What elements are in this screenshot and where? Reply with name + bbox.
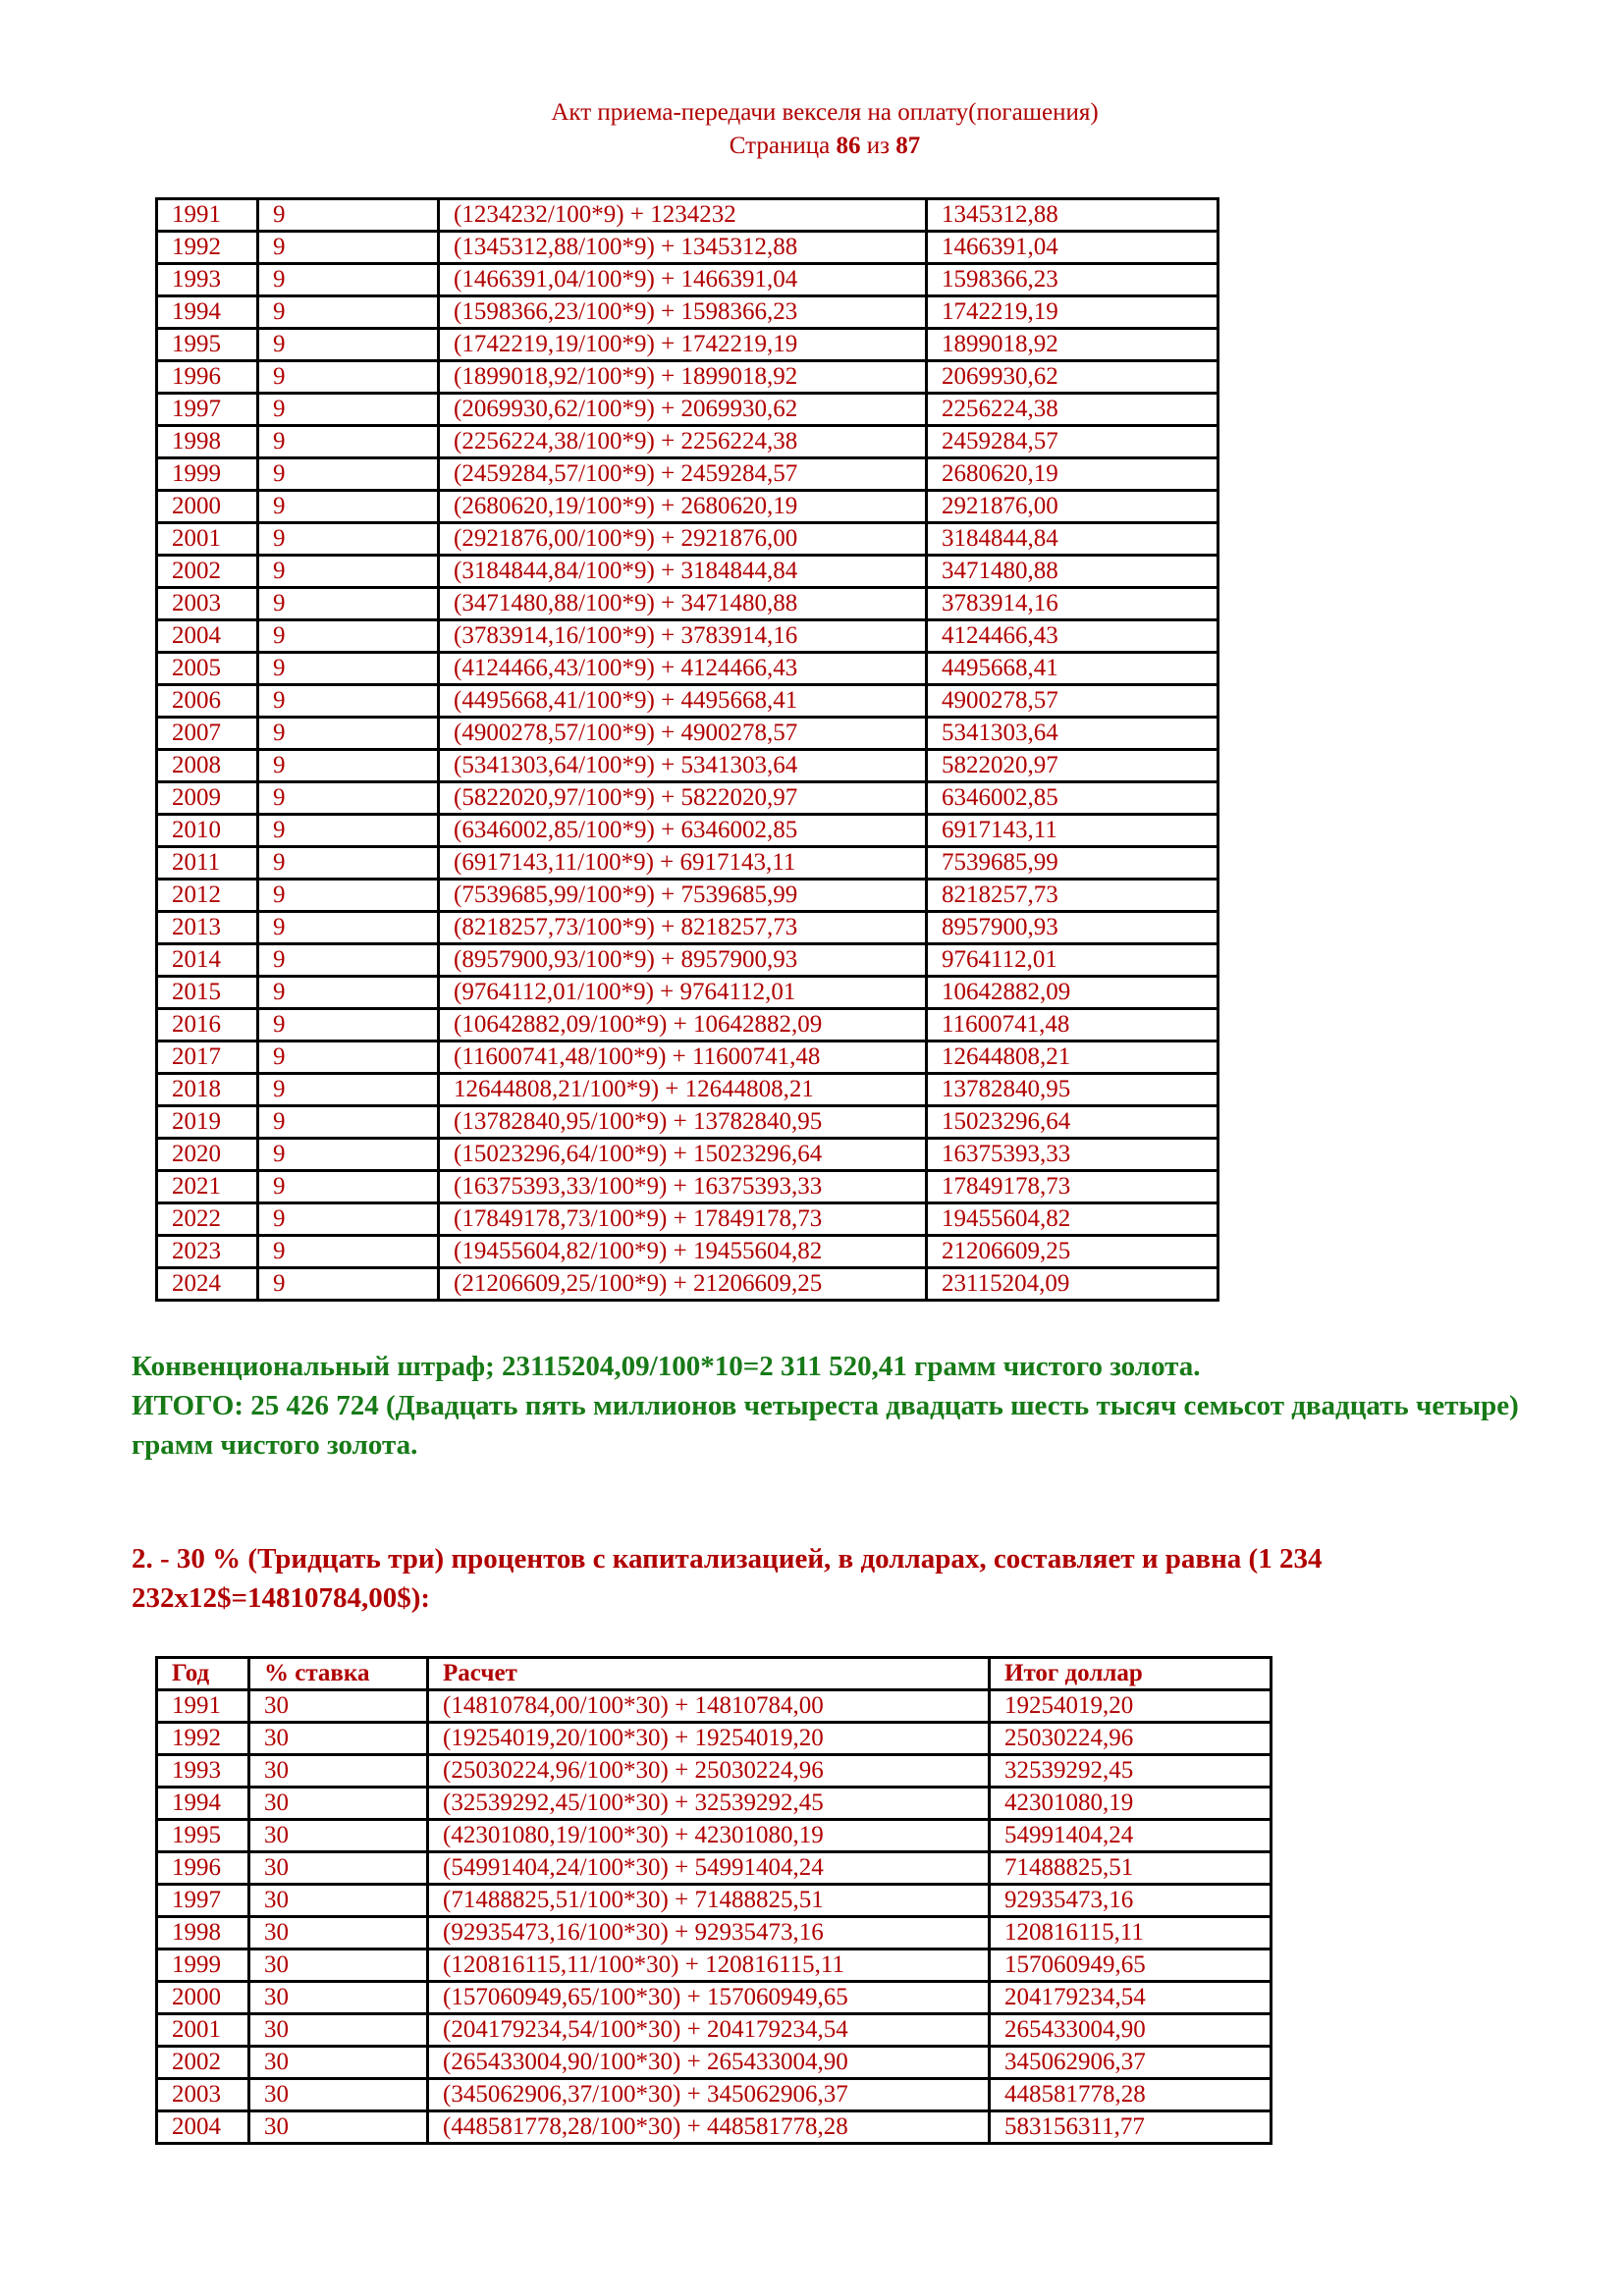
cell-calculation: (21206609,25/100*9) + 21206609,25 [439, 1268, 927, 1301]
cell-rate: 9 [258, 1074, 439, 1106]
cell-calculation: (2921876,00/100*9) + 2921876,00 [439, 523, 927, 556]
cell-year: 1997 [157, 1885, 249, 1917]
cell-rate: 9 [258, 426, 439, 458]
cell-result: 42301080,19 [990, 1788, 1272, 1820]
table-row [157, 944, 1218, 977]
table-row [157, 199, 1218, 232]
cell-year: 2019 [157, 1106, 258, 1139]
cell-calculation: (3184844,84/100*9) + 3184844,84 [439, 556, 927, 588]
cell-year: 1993 [157, 264, 258, 296]
cell-year: 2024 [157, 1268, 258, 1301]
cell-year: 2000 [157, 491, 258, 523]
cell-calculation: (5822020,97/100*9) + 5822020,97 [439, 782, 927, 815]
cell-calculation: (5341303,64/100*9) + 5341303,64 [439, 750, 927, 782]
cell-calculation: (8218257,73/100*9) + 8218257,73 [439, 912, 927, 944]
cell-calculation: (1345312,88/100*9) + 1345312,88 [439, 232, 927, 264]
cell-result: 9764112,01 [927, 944, 1218, 977]
cell-result: 19254019,20 [990, 1690, 1272, 1723]
cell-calculation: (2069930,62/100*9) + 2069930,62 [439, 394, 927, 426]
page-current: 86 [836, 133, 861, 159]
table-row [157, 977, 1218, 1009]
cell-rate: 30 [249, 2111, 428, 2144]
cell-result: 4495668,41 [927, 653, 1218, 685]
cell-rate: 30 [249, 1852, 428, 1885]
table-row [157, 1917, 1272, 1949]
table-row [157, 394, 1218, 426]
cell-result: 3783914,16 [927, 588, 1218, 620]
cell-result: 1598366,23 [927, 264, 1218, 296]
cell-result: 3471480,88 [927, 556, 1218, 588]
cell-calculation: 12644808,21/100*9) + 12644808,21 [439, 1074, 927, 1106]
cell-rate: 30 [249, 1885, 428, 1917]
cell-rate: 30 [249, 1917, 428, 1949]
cell-year: 1997 [157, 394, 258, 426]
cell-result: 17849178,73 [927, 1171, 1218, 1203]
cell-rate: 9 [258, 782, 439, 815]
cell-rate: 9 [258, 361, 439, 394]
cell-result: 204179234,54 [990, 1982, 1272, 2014]
table-header-row [157, 1658, 1272, 1690]
cell-year: 2021 [157, 1171, 258, 1203]
cell-rate: 9 [258, 458, 439, 491]
table-row [157, 1268, 1218, 1301]
cell-result: 448581778,28 [990, 2079, 1272, 2111]
cell-calculation: (448581778,28/100*30) + 448581778,28 [428, 2111, 990, 2144]
cell-result: 345062906,37 [990, 2047, 1272, 2079]
table-row [157, 718, 1218, 750]
table-row [157, 232, 1218, 264]
cell-calculation: (6917143,11/100*9) + 6917143,11 [439, 847, 927, 880]
cell-rate: 9 [258, 296, 439, 329]
cell-result: 10642882,09 [927, 977, 1218, 1009]
cell-result: 8957900,93 [927, 912, 1218, 944]
table-row [157, 912, 1218, 944]
cell-rate: 9 [258, 1203, 439, 1236]
cell-result: 92935473,16 [990, 1885, 1272, 1917]
header-year: Год [157, 1658, 249, 1690]
cell-result: 4900278,57 [927, 685, 1218, 718]
dollar-calculation-table [155, 1656, 1272, 2145]
cell-rate: 9 [258, 1268, 439, 1301]
cell-year: 2022 [157, 1203, 258, 1236]
table-row [157, 491, 1218, 523]
penalty-text: Конвенциональный штраф; 23115204,09/100*10=2 311 520,41 грамм чистого золота. [132, 1351, 1201, 1382]
cell-calculation: (16375393,33/100*9) + 16375393,33 [439, 1171, 927, 1203]
table-row [157, 1106, 1218, 1139]
cell-year: 2007 [157, 718, 258, 750]
cell-result: 3184844,84 [927, 523, 1218, 556]
table-row [157, 782, 1218, 815]
cell-calculation: (11600741,48/100*9) + 11600741,48 [439, 1041, 927, 1074]
cell-rate: 30 [249, 1788, 428, 1820]
table-row [157, 1171, 1218, 1203]
cell-calculation: (19455604,82/100*9) + 19455604,82 [439, 1236, 927, 1268]
cell-rate: 9 [258, 232, 439, 264]
table-row [157, 2111, 1272, 2144]
cell-result: 25030224,96 [990, 1723, 1272, 1755]
cell-calculation: (1742219,19/100*9) + 1742219,19 [439, 329, 927, 361]
cell-result: 19455604,82 [927, 1203, 1218, 1236]
table-row [157, 685, 1218, 718]
cell-rate: 30 [249, 2047, 428, 2079]
total-text: ИТОГО: 25 426 724 (Двадцать пять миллионов четыреста двадцать шесть тысяч семьсот двадцать четыре) грамм чистого золота. [132, 1390, 1519, 1461]
cell-rate: 9 [258, 1139, 439, 1171]
cell-rate: 9 [258, 847, 439, 880]
table-row [157, 1949, 1272, 1982]
cell-year: 2001 [157, 523, 258, 556]
cell-year: 1994 [157, 296, 258, 329]
cell-calculation: (25030224,96/100*30) + 25030224,96 [428, 1755, 990, 1788]
cell-rate: 9 [258, 556, 439, 588]
cell-result: 11600741,48 [927, 1009, 1218, 1041]
cell-calculation: (32539292,45/100*30) + 32539292,45 [428, 1788, 990, 1820]
cell-year: 2001 [157, 2014, 249, 2047]
page-sep: из [866, 133, 890, 159]
cell-calculation: (7539685,99/100*9) + 7539685,99 [439, 880, 927, 912]
cell-year: 2015 [157, 977, 258, 1009]
cell-calculation: (265433004,90/100*30) + 265433004,90 [428, 2047, 990, 2079]
cell-year: 2023 [157, 1236, 258, 1268]
cell-rate: 30 [249, 1755, 428, 1788]
page-prefix: Страница [729, 133, 831, 159]
table-row [157, 1885, 1272, 1917]
cell-year: 1993 [157, 1755, 249, 1788]
cell-calculation: (2256224,38/100*9) + 2256224,38 [439, 426, 927, 458]
cell-result: 1899018,92 [927, 329, 1218, 361]
cell-calculation: (4495668,41/100*9) + 4495668,41 [439, 685, 927, 718]
cell-rate: 9 [258, 394, 439, 426]
document-title: Акт приема-передачи векселя на оплату(погашения) [551, 99, 1099, 126]
table-row [157, 847, 1218, 880]
cell-calculation: (15023296,64/100*9) + 15023296,64 [439, 1139, 927, 1171]
cell-calculation: (2680620,19/100*9) + 2680620,19 [439, 491, 927, 523]
cell-rate: 9 [258, 977, 439, 1009]
header-calculation: Расчет [428, 1658, 990, 1690]
cell-rate: 9 [258, 685, 439, 718]
cell-year: 2003 [157, 588, 258, 620]
cell-calculation: (19254019,20/100*30) + 19254019,20 [428, 1723, 990, 1755]
cell-rate: 30 [249, 2079, 428, 2111]
table-row [157, 2047, 1272, 2079]
cell-year: 2003 [157, 2079, 249, 2111]
cell-year: 1998 [157, 426, 258, 458]
cell-year: 1998 [157, 1917, 249, 1949]
table-row [157, 1788, 1272, 1820]
cell-calculation: (1899018,92/100*9) + 1899018,92 [439, 361, 927, 394]
cell-calculation: (2459284,57/100*9) + 2459284,57 [439, 458, 927, 491]
page-indicator [0, 130, 1624, 163]
cell-year: 2002 [157, 2047, 249, 2079]
cell-calculation: (4124466,43/100*9) + 4124466,43 [439, 653, 927, 685]
table-row [157, 296, 1218, 329]
cell-calculation: (10642882,09/100*9) + 10642882,09 [439, 1009, 927, 1041]
table-row [157, 426, 1218, 458]
header-total: Итог доллар [990, 1658, 1272, 1690]
cell-year: 2017 [157, 1041, 258, 1074]
cell-calculation: (4900278,57/100*9) + 4900278,57 [439, 718, 927, 750]
cell-year: 1994 [157, 1788, 249, 1820]
cell-calculation: (92935473,16/100*30) + 92935473,16 [428, 1917, 990, 1949]
cell-result: 23115204,09 [927, 1268, 1218, 1301]
cell-calculation: (14810784,00/100*30) + 14810784,00 [428, 1690, 990, 1723]
cell-rate: 30 [249, 1690, 428, 1723]
cell-rate: 9 [258, 620, 439, 653]
cell-year: 2020 [157, 1139, 258, 1171]
cell-calculation: (3783914,16/100*9) + 3783914,16 [439, 620, 927, 653]
cell-year: 2009 [157, 782, 258, 815]
cell-result: 265433004,90 [990, 2014, 1272, 2047]
cell-rate: 9 [258, 880, 439, 912]
table-row [157, 1852, 1272, 1885]
cell-result: 7539685,99 [927, 847, 1218, 880]
cell-year: 2018 [157, 1074, 258, 1106]
cell-result: 5822020,97 [927, 750, 1218, 782]
cell-result: 15023296,64 [927, 1106, 1218, 1139]
cell-rate: 30 [249, 1723, 428, 1755]
cell-year: 2016 [157, 1009, 258, 1041]
cell-rate: 30 [249, 1982, 428, 2014]
cell-year: 1996 [157, 361, 258, 394]
cell-rate: 9 [258, 1171, 439, 1203]
table-row [157, 588, 1218, 620]
cell-calculation: (204179234,54/100*30) + 204179234,54 [428, 2014, 990, 2047]
cell-result: 5341303,64 [927, 718, 1218, 750]
cell-result: 583156311,77 [990, 2111, 1272, 2144]
cell-result: 71488825,51 [990, 1852, 1272, 1885]
cell-calculation: (3471480,88/100*9) + 3471480,88 [439, 588, 927, 620]
cell-result: 13782840,95 [927, 1074, 1218, 1106]
cell-year: 1999 [157, 458, 258, 491]
cell-calculation: (9764112,01/100*9) + 9764112,01 [439, 977, 927, 1009]
cell-result: 16375393,33 [927, 1139, 1218, 1171]
table-row [157, 1755, 1272, 1788]
cell-year: 1996 [157, 1852, 249, 1885]
cell-result: 6917143,11 [927, 815, 1218, 847]
cell-calculation: (120816115,11/100*30) + 120816115,11 [428, 1949, 990, 1982]
cell-result: 12644808,21 [927, 1041, 1218, 1074]
cell-result: 2921876,00 [927, 491, 1218, 523]
cell-calculation: (6346002,85/100*9) + 6346002,85 [439, 815, 927, 847]
cell-result: 157060949,65 [990, 1949, 1272, 1982]
table-row [157, 1236, 1218, 1268]
table-row [157, 556, 1218, 588]
cell-rate: 9 [258, 653, 439, 685]
cell-rate: 9 [258, 588, 439, 620]
cell-rate: 9 [258, 750, 439, 782]
cell-rate: 9 [258, 199, 439, 232]
cell-year: 1992 [157, 1723, 249, 1755]
table-row [157, 815, 1218, 847]
cell-result: 32539292,45 [990, 1755, 1272, 1788]
cell-rate: 9 [258, 491, 439, 523]
cell-calculation: (17849178,73/100*9) + 17849178,73 [439, 1203, 927, 1236]
cell-calculation: (8957900,93/100*9) + 8957900,93 [439, 944, 927, 977]
cell-year: 2002 [157, 556, 258, 588]
cell-rate: 30 [249, 1949, 428, 1982]
table-row [157, 653, 1218, 685]
cell-year: 2014 [157, 944, 258, 977]
cell-calculation: (345062906,37/100*30) + 345062906,37 [428, 2079, 990, 2111]
header-rate: % ставка [249, 1658, 428, 1690]
cell-rate: 9 [258, 329, 439, 361]
table-row [157, 880, 1218, 912]
table-row [157, 2079, 1272, 2111]
cell-year: 2000 [157, 1982, 249, 2014]
cell-result: 8218257,73 [927, 880, 1218, 912]
cell-result: 1466391,04 [927, 232, 1218, 264]
gold-calculation-table [155, 197, 1219, 1302]
cell-year: 2004 [157, 620, 258, 653]
cell-result: 120816115,11 [990, 1917, 1272, 1949]
cell-result: 54991404,24 [990, 1820, 1272, 1852]
cell-rate: 30 [249, 1820, 428, 1852]
cell-year: 2008 [157, 750, 258, 782]
cell-year: 1991 [157, 1690, 249, 1723]
cell-rate: 9 [258, 815, 439, 847]
cell-year: 2006 [157, 685, 258, 718]
cell-calculation: (71488825,51/100*30) + 71488825,51 [428, 1885, 990, 1917]
table-row [157, 1009, 1218, 1041]
table-row [157, 620, 1218, 653]
table-row [157, 1982, 1272, 2014]
cell-result: 1742219,19 [927, 296, 1218, 329]
cell-calculation: (1466391,04/100*9) + 1466391,04 [439, 264, 927, 296]
table-row [157, 329, 1218, 361]
page-total: 87 [895, 133, 921, 159]
table-row [157, 1041, 1218, 1074]
cell-result: 2069930,62 [927, 361, 1218, 394]
table-row [157, 264, 1218, 296]
cell-rate: 9 [258, 1236, 439, 1268]
cell-calculation: (54991404,24/100*30) + 54991404,24 [428, 1852, 990, 1885]
cell-year: 2010 [157, 815, 258, 847]
cell-result: 2459284,57 [927, 426, 1218, 458]
cell-result: 21206609,25 [927, 1236, 1218, 1268]
cell-rate: 9 [258, 944, 439, 977]
cell-year: 2013 [157, 912, 258, 944]
cell-calculation: (1234232/100*9) + 1234232 [439, 199, 927, 232]
cell-result: 1345312,88 [927, 199, 1218, 232]
cell-year: 1991 [157, 199, 258, 232]
cell-year: 2012 [157, 880, 258, 912]
section-2-heading: 2. - 30 % (Тридцать три) процентов с капитализацией, в долларах, составляет и равна (1 234 232х12$=14810784,00$): [132, 1543, 1323, 1614]
table-row [157, 361, 1218, 394]
table-row [157, 1820, 1272, 1852]
cell-calculation: (42301080,19/100*30) + 42301080,19 [428, 1820, 990, 1852]
cell-year: 1995 [157, 329, 258, 361]
cell-year: 1992 [157, 232, 258, 264]
cell-year: 2004 [157, 2111, 249, 2144]
cell-year: 2011 [157, 847, 258, 880]
cell-rate: 9 [258, 912, 439, 944]
table-row [157, 1203, 1218, 1236]
cell-calculation: (13782840,95/100*9) + 13782840,95 [439, 1106, 927, 1139]
table-row [157, 1723, 1272, 1755]
table-row [157, 1690, 1272, 1723]
cell-rate: 30 [249, 2014, 428, 2047]
table-row [157, 1139, 1218, 1171]
table-row [157, 458, 1218, 491]
cell-calculation: (1598366,23/100*9) + 1598366,23 [439, 296, 927, 329]
cell-rate: 9 [258, 1106, 439, 1139]
cell-calculation: (157060949,65/100*30) + 157060949,65 [428, 1982, 990, 2014]
page-header [0, 96, 1624, 163]
table-row [157, 2014, 1272, 2047]
cell-rate: 9 [258, 264, 439, 296]
table-row [157, 750, 1218, 782]
cell-year: 1995 [157, 1820, 249, 1852]
cell-result: 4124466,43 [927, 620, 1218, 653]
cell-rate: 9 [258, 1009, 439, 1041]
cell-rate: 9 [258, 523, 439, 556]
cell-result: 2680620,19 [927, 458, 1218, 491]
table-row [157, 523, 1218, 556]
cell-result: 2256224,38 [927, 394, 1218, 426]
cell-rate: 9 [258, 1041, 439, 1074]
cell-year: 2005 [157, 653, 258, 685]
cell-result: 6346002,85 [927, 782, 1218, 815]
cell-year: 1999 [157, 1949, 249, 1982]
table-row [157, 1074, 1218, 1106]
cell-rate: 9 [258, 718, 439, 750]
summary-block [132, 1347, 1526, 1465]
